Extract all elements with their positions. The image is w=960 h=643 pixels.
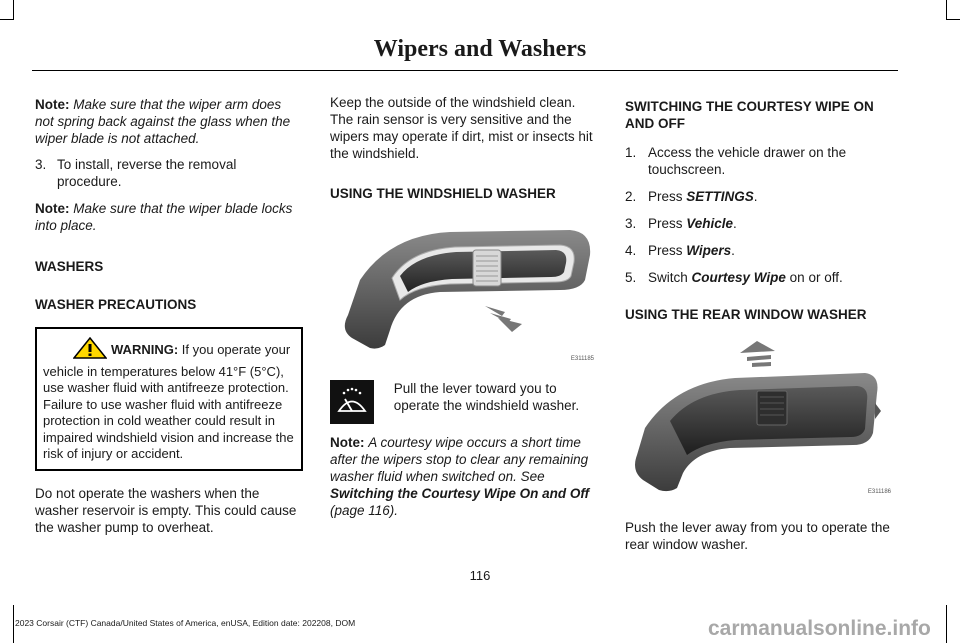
crop-mark [13, 605, 14, 643]
figure-code: E311185 [570, 356, 594, 362]
page-reference: (page 116). [330, 503, 399, 518]
wiper-lever-push-illustration [625, 333, 897, 503]
push-instruction-text: Push the lever away from you to operate the rear window washer. [625, 520, 890, 552]
crop-mark [946, 0, 947, 20]
body-paragraph: Keep the outside of the windshield clean. The rain sensor is very sensitive and the wipers may operate if dirt, mist or insects hit the windshield. [330, 95, 593, 161]
warning-text: If you operate your vehicle in temperatures below 41°F (5°C), use washer fluid with antifreeze protection. Failure to use washer fluid with antifreeze protection in cold weather could result in impaired windshield vision and increase the risk of injury or accident. [43, 342, 294, 461]
warning-label: WARNING: [111, 342, 179, 357]
note-label: Note: [35, 201, 70, 216]
crop-mark [946, 19, 960, 20]
column-2 [330, 96, 600, 528]
watermark: carmanualsonline.info [708, 617, 931, 640]
figure-code: E311186 [867, 489, 891, 495]
note-paragraph [330, 434, 600, 519]
crop-mark [946, 605, 947, 643]
column-1 [35, 96, 303, 545]
note-paragraph [35, 200, 303, 234]
list-item: 2. Press SETTINGS. [625, 189, 758, 204]
note-text: Make sure that the wiper blade locks into place. [35, 201, 293, 233]
note-text: Make sure that the wiper arm does not spring back against the glass when the wiper blade is not attached. [35, 97, 291, 146]
note-text: A courtesy wipe occurs a short time after the wipers stop to clear any remaining washer fluid when switched on. See [330, 435, 589, 484]
list-item: 3. To install, reverse the removal procedure. [35, 157, 237, 189]
crop-mark [13, 0, 14, 20]
pull-instruction-text: Pull the lever toward you to operate the windshield washer. [393, 381, 580, 413]
courtesy-wipe-link[interactable]: Switching the Courtesy Wipe On and Off [330, 486, 590, 501]
list-item: 4. Press Wipers. [625, 243, 735, 258]
warning-triangle-icon [73, 337, 107, 364]
warning-box [35, 327, 303, 471]
steps-list [625, 144, 897, 286]
crop-mark [0, 19, 14, 20]
note-label: Note: [330, 435, 365, 450]
header-divider [32, 70, 898, 71]
section-heading-courtesy-wipe: SWITCHING THE COURTESY WIPE ON AND OFF [625, 99, 874, 131]
column-3 [625, 96, 897, 562]
section-heading-washers: WASHERS [35, 259, 104, 274]
windshield-washer-figure [330, 220, 600, 370]
list-item: 5. Switch Courtesy Wipe on or off. [625, 270, 843, 285]
section-heading-rear-washer: USING THE REAR WINDOW WASHER [625, 307, 867, 322]
section-heading-windshield-washer: USING THE WINDSHIELD WASHER [330, 186, 556, 201]
windshield-washer-icon [330, 380, 374, 424]
footer-edition-text: 2023 Corsair (CTF) Canada/United States of America, enUSA, Edition date: 202208, DOM [15, 618, 356, 628]
body-paragraph: Do not operate the washers when the washer reservoir is empty. This could cause the washer pump to overheat. [35, 485, 297, 535]
page-number: 116 [469, 568, 491, 583]
washer-instruction-row [330, 380, 600, 424]
note-label: Note: [35, 97, 70, 112]
wiper-lever-pull-illustration [330, 220, 600, 370]
procedure-list [35, 156, 303, 190]
list-item: 3. Press Vehicle. [625, 216, 737, 231]
section-heading-precautions: WASHER PRECAUTIONS [35, 297, 197, 312]
rear-washer-figure [625, 333, 897, 503]
list-item: 1. Access the vehicle drawer on the touchscreen. [625, 145, 847, 177]
note-paragraph [35, 96, 303, 147]
page-title: Wipers and Washers [373, 36, 587, 62]
